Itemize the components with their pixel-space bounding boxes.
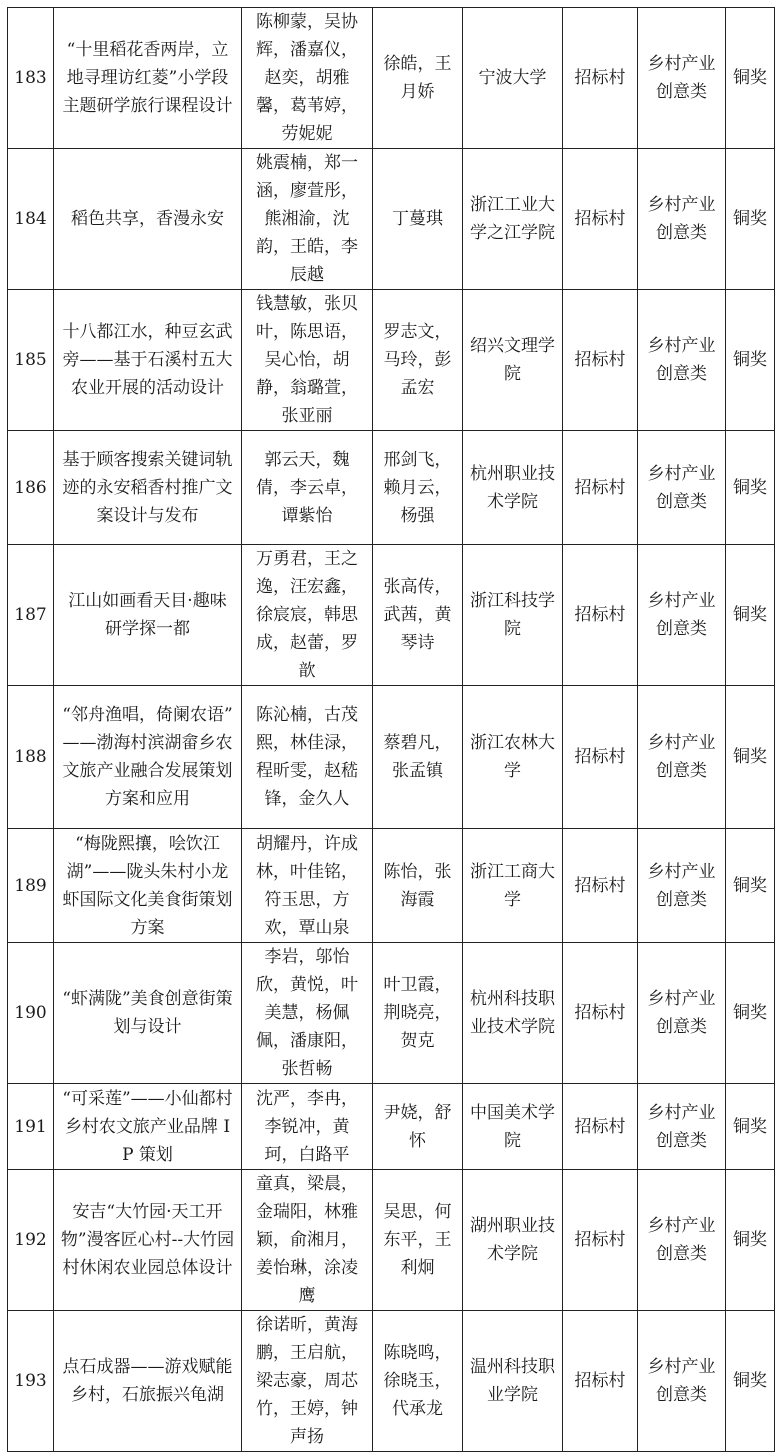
table-row [8,1084,775,1170]
school-name-cell: 绍兴文理学院 [463,290,563,431]
track-type-cell: 招标村 [563,149,638,290]
track-type-cell: 招标村 [563,8,638,149]
team-members-cell: 李岩，邬怡欣，黄悦，叶美慧，杨佩佩，潘康阳，张哲畅 [242,943,373,1084]
category-cell: 乡村产业创意类 [638,943,726,1084]
entry-number-cell: 191 [8,1084,54,1170]
school-name-cell: 浙江农林大学 [463,686,563,829]
track-type-cell: 招标村 [563,943,638,1084]
award-level-cell: 铜奖 [726,149,775,290]
track-type-cell: 招标村 [563,545,638,686]
advisors-cell: 陈晓鸣，徐晓玉，代承龙 [373,1311,463,1452]
entry-title-cell: “可采莲”——小仙都村乡村农文旅产业品牌 IP 策划 [54,1084,242,1170]
school-name-cell: 杭州科技职业技术学院 [463,943,563,1084]
award-level-cell: 铜奖 [726,545,775,686]
table-row [8,829,775,943]
entry-title-cell: “虾满陇”美食创意街策划与设计 [54,943,242,1084]
table-row [8,943,775,1084]
entry-title-cell: “梅陇熙攘，哙饮江湖”——陇头朱村小龙虾国际文化美食街策划方案 [54,829,242,943]
category-cell: 乡村产业创意类 [638,290,726,431]
table-row [8,545,775,686]
advisors-cell: 丁蔓琪 [373,149,463,290]
entry-number-cell: 184 [8,149,54,290]
category-cell: 乡村产业创意类 [638,8,726,149]
entry-title-cell: 基于顾客搜索关键词轨迹的永安稻香村推广文案设计与发布 [54,431,242,545]
school-name-cell: 宁波大学 [463,8,563,149]
entry-number-cell: 183 [8,8,54,149]
advisors-cell: 叶卫霞，荆晓亮，贺克 [373,943,463,1084]
entry-number-cell: 189 [8,829,54,943]
award-level-cell: 铜奖 [726,829,775,943]
team-members-cell: 郭云天，魏倩，李云卓，谭紫怡 [242,431,373,545]
award-level-cell: 铜奖 [726,290,775,431]
table-row [8,1170,775,1311]
team-members-cell: 沈严，李冉，李锐冲，黄珂，白路平 [242,1084,373,1170]
category-cell: 乡村产业创意类 [638,431,726,545]
entry-title-cell: “邻舟渔唱，倚阑农语” ——渤海村滨湖畲乡农文旅产业融合发展策划方案和应用 [54,686,242,829]
category-cell: 乡村产业创意类 [638,1170,726,1311]
entry-title-cell: 稻色共享，香漫永安 [54,149,242,290]
awards-table-body [8,8,775,1452]
award-level-cell: 铜奖 [726,1084,775,1170]
track-type-cell: 招标村 [563,1311,638,1452]
team-members-cell: 陈沁楠，古茂熙，林佳渌，程昕雯，赵嵇锋，金久人 [242,686,373,829]
track-type-cell: 招标村 [563,431,638,545]
team-members-cell: 徐诺昕，黄海鹏，王启航，梁志豪，周芯竹，王婷，钟声扬 [242,1311,373,1452]
advisors-cell: 张高传，武茜，黄琴诗 [373,545,463,686]
school-name-cell: 浙江科技学院 [463,545,563,686]
table-row [8,290,775,431]
team-members-cell: 陈柳蒙，吴协辉，潘嘉仪，赵奕，胡雅馨，葛苇婷，劳妮妮 [242,8,373,149]
team-members-cell: 姚震楠，郑一涵，廖萱彤，熊湘渝，沈韵，王皓，李辰越 [242,149,373,290]
team-members-cell: 童真，梁晨，金瑞阳，林雅颖，俞湘月，姜怡琳，涂凌鹰 [242,1170,373,1311]
category-cell: 乡村产业创意类 [638,1311,726,1452]
team-members-cell: 胡耀丹，许成林，叶佳铭，符玉思，方欢，覃山泉 [242,829,373,943]
award-level-cell: 铜奖 [726,1170,775,1311]
school-name-cell: 浙江工商大学 [463,829,563,943]
advisors-cell: 邢剑飞，赖月云，杨强 [373,431,463,545]
advisors-cell: 吴思，何东平，王利炯 [373,1170,463,1311]
awards-table [7,7,775,1452]
track-type-cell: 招标村 [563,686,638,829]
track-type-cell: 招标村 [563,290,638,431]
advisors-cell: 陈怡，张海霞 [373,829,463,943]
award-level-cell: 铜奖 [726,943,775,1084]
entry-number-cell: 186 [8,431,54,545]
school-name-cell: 湖州职业技术学院 [463,1170,563,1311]
entry-title-cell: 江山如画看天目·趣味研学探一都 [54,545,242,686]
advisors-cell: 尹娆，舒怀 [373,1084,463,1170]
advisors-cell: 蔡碧凡，张孟镇 [373,686,463,829]
category-cell: 乡村产业创意类 [638,686,726,829]
entry-number-cell: 192 [8,1170,54,1311]
award-level-cell: 铜奖 [726,686,775,829]
entry-number-cell: 187 [8,545,54,686]
award-level-cell: 铜奖 [726,1311,775,1452]
table-row [8,431,775,545]
team-members-cell: 万勇君，王之逸，汪宏鑫，徐宸宸，韩思成，赵蕾，罗歆 [242,545,373,686]
school-name-cell: 浙江工业大学之江学院 [463,149,563,290]
entry-number-cell: 185 [8,290,54,431]
entry-number-cell: 190 [8,943,54,1084]
advisors-cell: 罗志文，马玲，彭孟宏 [373,290,463,431]
entry-title-cell: 点石成器——游戏赋能乡村，石旅振兴龟湖 [54,1311,242,1452]
school-name-cell: 中国美术学院 [463,1084,563,1170]
category-cell: 乡村产业创意类 [638,1084,726,1170]
table-row [8,686,775,829]
table-row [8,149,775,290]
school-name-cell: 杭州职业技术学院 [463,431,563,545]
category-cell: 乡村产业创意类 [638,545,726,686]
table-row [8,1311,775,1452]
track-type-cell: 招标村 [563,1170,638,1311]
award-level-cell: 铜奖 [726,8,775,149]
track-type-cell: 招标村 [563,1084,638,1170]
entry-number-cell: 193 [8,1311,54,1452]
school-name-cell: 温州科技职业学院 [463,1311,563,1452]
advisors-cell: 徐皓，王月娇 [373,8,463,149]
entry-number-cell: 188 [8,686,54,829]
table-row [8,8,775,149]
award-level-cell: 铜奖 [726,431,775,545]
category-cell: 乡村产业创意类 [638,149,726,290]
category-cell: 乡村产业创意类 [638,829,726,943]
track-type-cell: 招标村 [563,829,638,943]
entry-title-cell: 十八都江水，种豆玄武旁——基于石溪村五大农业开展的活动设计 [54,290,242,431]
entry-title-cell: 安吉“大竹园·天工开物”漫客匠心村--大竹园村休闲农业园总体设计 [54,1170,242,1311]
entry-title-cell: “十里稻花香两岸，立地寻理访红菱”小学段主题研学旅行课程设计 [54,8,242,149]
team-members-cell: 钱慧敏，张贝叶，陈思语，吴心怡，胡静，翁璐萱，张亚丽 [242,290,373,431]
